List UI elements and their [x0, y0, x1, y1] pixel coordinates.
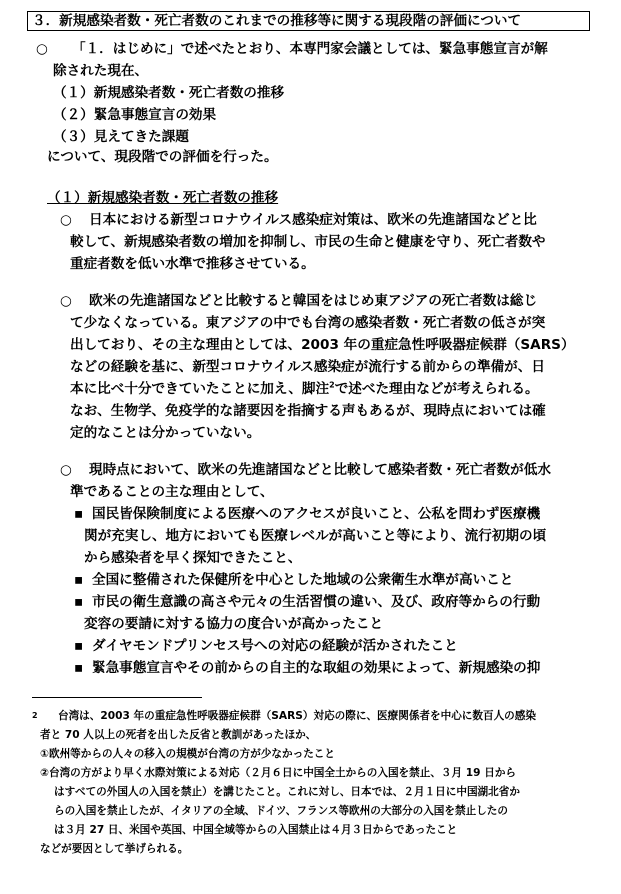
footnote-separator [32, 697, 202, 698]
list-item-line: 変容の要請に対する協力の度合いが高かったこと [84, 616, 384, 632]
intro-text-line: 除された現在、 [53, 63, 149, 79]
list-bullet: ▪ [74, 506, 84, 522]
intro-bullet: ○ [36, 41, 48, 57]
list-item-line: 関が充実し、地方においても医療レベルが高いこと等により、流行初期の頃 [84, 528, 547, 544]
paragraph-line: 準であることの主な理由として、 [70, 484, 274, 500]
list-item-line: 市民の衛生意識の高さや元々の生活習慣の違い、及び、政府等からの行動 [92, 594, 541, 610]
paragraph-line: 較して、新規感染者数の増加を抑制し、市民の生命と健康を守り、死亡者数や [70, 234, 546, 250]
paragraph-line: 日本における新型コロナウイルス感染症対策は、欧米の先進諸国などと比 [89, 212, 537, 228]
footnote-reference[interactable]: 2 [329, 380, 335, 390]
footnote-line: はすべての外国人の入国を禁止）を講じたこと。これに対し、日本では、２月１日に中国湖北省か [54, 786, 520, 798]
footnote-line: は３月 27 日、米国や英国、中国全域等からの入国禁止は４月３日からであったこと [54, 824, 458, 836]
paragraph-line: 定的なことは分かっていない。 [70, 425, 261, 441]
footnote-line: 者と 70 人以上の死者を出した反省と教訓があったほか、 [40, 729, 317, 741]
list-item-line: 全国に整備された保健所を中心とした地域の公衆衛生水準が高いこと [92, 572, 514, 588]
paragraph-line: 欧米の先進諸国などと比較すると韓国をはじめ東アジアの死亡者数は総じ [89, 293, 538, 309]
footnote-line: ①欧州等からの人々の移入の規模が台湾の方が少なかったこと [40, 748, 335, 760]
intro-list-item: （３）見えてきた課題 [53, 129, 189, 145]
paragraph-line: なお、生物学、免疫学的な諸要因を指摘する声もあるが、現時点においては確 [70, 403, 546, 419]
list-bullet: ▪ [74, 638, 84, 654]
intro-text-line: について、現段階での評価を行った。 [47, 149, 278, 165]
list-item-line: 緊急事態宣言やその前からの自主的な取組の効果によって、新規感染の抑 [92, 660, 541, 676]
paragraph-line: て少なくなっている。東アジアの中でも台湾の感染者数・死亡者数の低さが突 [70, 315, 546, 331]
paragraph-line: などの経験を基に、新型コロナウイルス感染症が流行する前からの準備が、日 [70, 359, 545, 375]
intro-list-item: （１）新規感染者数・死亡者数の推移 [53, 85, 285, 101]
list-bullet: ▪ [74, 572, 84, 588]
list-item-line: 国民皆保険制度による医療へのアクセスが良いこと、公私を問わず医療機 [92, 506, 541, 522]
list-item-line: ダイヤモンドプリンセス号への対応の経験が活かされたこと [92, 638, 458, 654]
intro-list-item: （２）緊急事態宣言の効果 [53, 107, 217, 123]
footnote-line: ②台湾の方がより早く水際対策による対応（２月６日に中国全土からの入国を禁止、３月 19 日から [40, 767, 517, 779]
list-bullet: ▪ [74, 594, 84, 610]
intro-text-line: 「１．はじめに」で述べたとおり、本専門家会議としては、緊急事態宣言が解 [72, 41, 548, 57]
paragraph-line: 重症者数を低い水準で推移させている。 [70, 256, 315, 272]
paragraph-bullet: ○ [60, 293, 72, 309]
footnote-line: らの入国を禁止したが、イタリアの全域、ドイツ、フランス等欧州の大部分の入国を禁止したの [54, 805, 508, 817]
paragraph-bullet: ○ [60, 212, 72, 228]
footnote-line: などが要因として挙げられる。 [40, 843, 189, 855]
page-heading: ３．新規感染者数・死亡者数のこれまでの推移等に関する現段階の評価について [27, 11, 590, 31]
footnote-line: 台湾は、2003 年の重症急性呼吸器症候群（SARS）対応の際に、医療関係者を中心に数百人の感染 [58, 710, 536, 722]
section-title: （１）新規感染者数・死亡者数の推移 [47, 190, 279, 206]
footnote-number: 2 [32, 711, 38, 720]
paragraph-line: 本に比べ十分できていたことに加え、脚注$^2$で述べた理由などが考えられる。 [70, 380, 539, 397]
list-item-line: から感染者を早く探知できたこと、 [84, 550, 302, 566]
list-bullet: ▪ [74, 660, 84, 676]
paragraph-bullet: ○ [60, 462, 72, 478]
paragraph-line: 現時点において、欧米の先進諸国などと比較して感染者数・死亡者数が低水 [89, 462, 551, 478]
paragraph-line: 出しており、その主な理由としては、2003 年の重症急性呼吸器症候群（SARS） [70, 337, 575, 353]
